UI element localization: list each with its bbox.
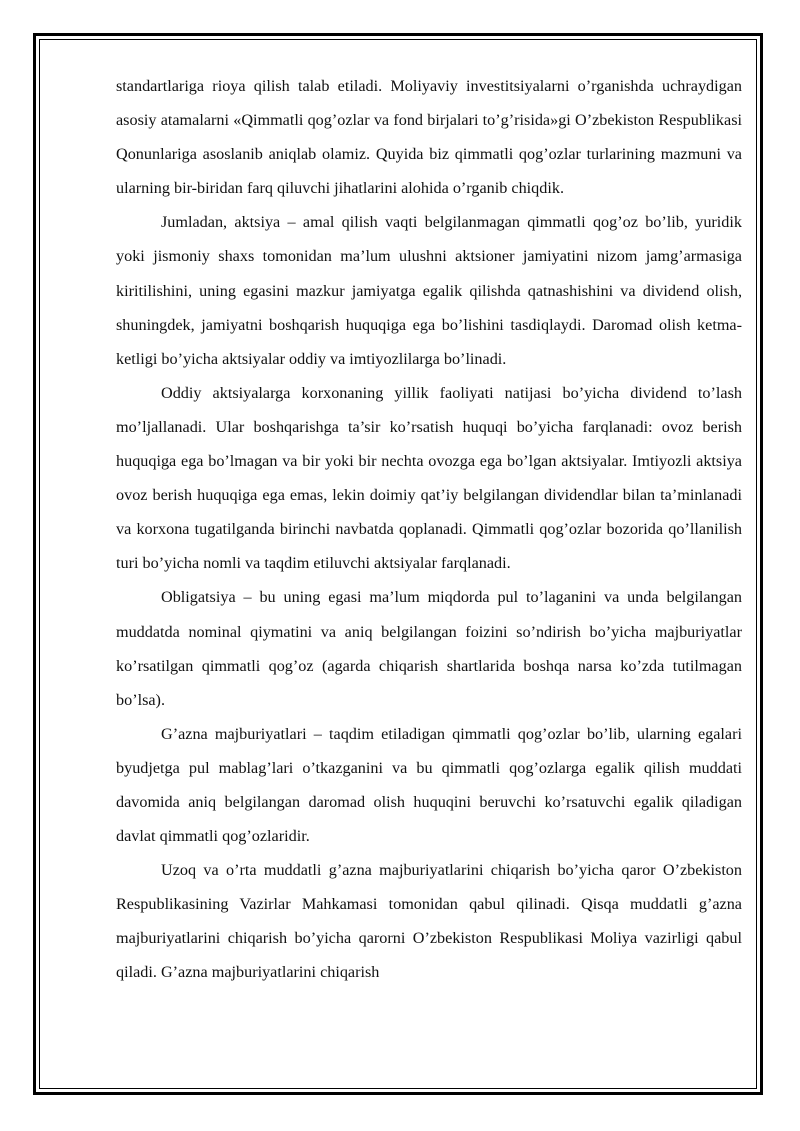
paragraph-oddiy-aktsiyalar: Oddiy aktsiyalarga korxonaning yillik faoliyati natijasi bo’yicha dividend to’lash mo’ljallanadi. Ular boshqarishga ta’sir ko’rsatish huquqi bo’yicha farqlanadi: ovoz berish huquqiga ega bo’lmagan va bir yoki bir nechta ovozga ega bo’lgan aktsiyalar. Imtiyozli aktsiya ovoz berish huquqiga ega emas, lekin doimiy qat’iy belgilangan dividendlar bilan ta’minlanadi va korxona tugatilganda birinchi navbatda qoplanadi. Qimmatli qog’ozlar bozorida qo’llanilish turi bo’yicha nomli va taqdim etiluvchi aktsiyalar farqlanadi.	[116, 383, 742, 573]
paragraph-obligatsiya: Obligatsiya – bu uning egasi ma’lum miqdorda pul to’laganini va unda belgilangan muddatda nominal qiymatini va aniq belgilangan foizini so’ndirish bo’yicha majburiyatlar ko’rsatilgan qimmatli qog’oz (agarda chiqarish shartlarida boshqa narsa ko’zda tutilmagan bo’lsa).	[116, 588, 742, 709]
paragraph-gazna-majburiyatlari: G’azna majburiyatlari – taqdim etiladigan qimmatli qog’ozlar bo’lib, ularning egalari byudjetga pul mablag’lari o’tkazganini va bu qimmatli qog’ozlarga egalik qilish muddati davomida aniq belgilangan daromad olish huquqini beruvchi ko’rsatuvchi egalik qiladigan davlat qimmatli qog’ozlaridir.	[116, 724, 742, 846]
paragraph-standards: standartlariga rioya qilish talab etiladi. Moliyaviy investitsiyalarni o’rganishda uchraydigan asosiy atamalarni «Qimmatli qog’ozlar va fond birjalari to’g’risida»gi O’zbekiston Respublikasi Qonunlariga asoslanib aniqlab olamiz. Quyida biz qimmatli qog’ozlar turlarining mazmuni va ularning bir-biridan farq qiluvchi jihatlarini alohida o’rganib chiqdik.	[116, 77, 742, 198]
paragraph-aktsiya: Jumladan, aktsiya – amal qilish vaqti belgilanmagan qimmatli qog’oz bo’lib, yuridik yoki jismoniy shaxs tomonidan ma’lum ulushni aktsioner jamiyatini nizom jamg’armasiga kiritilishini, uning egasini mazkur jamiyatga egalik qilishda qatnashishini va dividend olish, shuningdek, jamiyatni boshqarish huquqiga ega bo’lishini tasdiqlaydi. Daromad olish ketma-ketligi bo’yicha aktsiyalar oddiy va imtiyozlilarga bo’linadi.	[116, 213, 742, 368]
paragraph-uzoq-muddatli: Uzoq va o’rta muddatli g’azna majburiyatlarini chiqarish bo’yicha qaror O’zbekiston Respublikasining Vazirlar Mahkamasi tomonidan qabul qilinadi. Qisqa muddatli g’azna majburiyatlarini chiqarish bo’yicha qarorni O’zbekiston Respublikasi Moliya vazirligi qabul qiladi. G’azna majburiyatlarini chiqarish	[116, 861, 742, 982]
document-body	[116, 69, 742, 990]
